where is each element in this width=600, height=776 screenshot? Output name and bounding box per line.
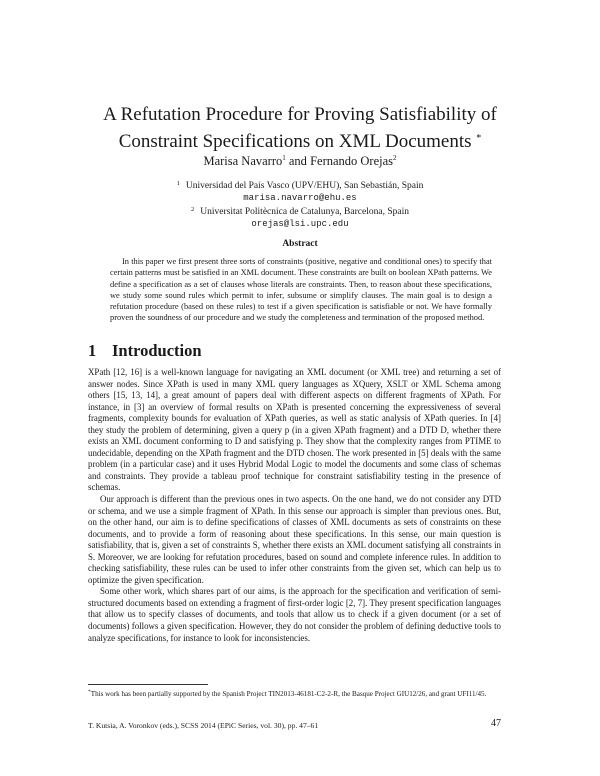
body-paragraph: Our approach is different than the previous ones in two aspects. On the one hand, we do not consider any DTD or schema, and we use a simple fragment of XPath. In this sense our approach is simpler than previous ones. But, on the other hand, our aim is to define specifications of classes of XML documents as sets of constraints on these documents, and to provide a form of reasoning about these specifications. In this sense, our main question is satisfiability, that is, given a set of constraints S, whether there exists an XML document satisfying all constraints in S. Moreover, we are looking for refutation procedures, based on sound and complete inference rules. In addition to checking satisfiability, these rules can be used to infer other constraints from the given set, which can help us to optimize the given specification. — [88, 494, 501, 585]
author-connector: and — [288, 154, 307, 168]
paper-title — [80, 103, 520, 154]
title-line-2: Constraint Specifications on XML Documents — [118, 131, 472, 152]
body-paragraph: XPath [12, 16] is a well-known language for navigating an XML document (or XML tree) and returning a set of answer nodes. Since XPath is used in many XML query languages as XQuery, XSLT or XML Schema among others [15, 13, 14], a great amount of papers deal with different aspects on different fragments of XPath. For instance, in [3] an overview of formal results on XPath is presented concerning the expressiveness of several fragments, complexity bounds for evaluation of XPath queries, as well as static analysis of XPath queries. In [4] they study the problem of determining, given a query p (in a given XPath fragment) and a DTD D, whether there exists an XML document conforming to D and satisfying p. They show that the complexity ranges from PTIME to undecidable, depending on the XPath fragment and the DTD chosen. The work presented in [5] deals with the same problem (in a particular case) and it uses Hybrid Modal Logic to model the documents and some class of schemas and constraints. They provide a tableau proof technique for constraint satisfiability testing in the presence of schemas. — [88, 367, 501, 493]
footnote-divider — [88, 684, 208, 685]
abstract-text: In this paper we first present three sorts of constraints (positive, negative and conditional ones) to specify that certain patterns must be satisfied in an XML document. These constraints are built on boolean XPath patterns. We define a specification as a set of clauses whose literals are constraints. Then, to reason about these specifications, we study some sound rules which permit to infer, subsume or simplify clauses. The main goal is to design a refutation procedure (based on these rules) to test if a given specification is satisfiable or not. We have formally proven the soundness of our procedure and we study the completeness and termination of the proposed method. — [110, 257, 492, 323]
section-heading — [88, 341, 508, 361]
affiliation-marker: 1 — [282, 154, 286, 162]
page-number: 47 — [491, 718, 501, 729]
title-line-1: A Refutation Procedure for Proving Satisfiability of — [103, 104, 497, 125]
affiliation-number: 1 — [176, 180, 180, 187]
footnote-text: This work has been partially supported by the Spanish Project TIN2013-46181-C2-2-R, the Basque Project GIU12/26, and grant UFI11/45. — [90, 690, 487, 698]
body-paragraph: Some other work, which shares part of our aims, is the approach for the specification and verification of semi-structured documents based on extending a fragment of first-order logic [2, 7]. They present specification languages that allow us to specify classes of documents, and tools that allow us to check if a given document (or a set of documents) follows a given specification. However, they do not consider the problem of defining deductive tools to analyze specifications, for instance to look for inconsistencies. — [88, 586, 501, 643]
abstract-body — [110, 256, 492, 324]
affiliation-institution: $^1$ Universidad del País Vasco (UPV/EHU), San Sebastián, Spain — [176, 180, 424, 191]
section-body — [88, 367, 501, 644]
affiliation-number: 2 — [191, 206, 195, 213]
author-name: Marisa Navarro — [203, 154, 283, 168]
footnote-marker: * — [88, 689, 91, 695]
affiliation-institution: $^2$ Universitat Politècnica de Catalunya, Barcelona, Spain — [191, 206, 409, 217]
citation-footer: T. Kutsia, A. Voronkov (eds.), SCSS 2014 (EPiC Series, vol. 30), pp. 47–61 — [88, 721, 319, 730]
author-name: Fernando Orejas — [310, 154, 394, 168]
footnote — [88, 688, 501, 700]
affiliation-email: marisa.navarro@ehu.es — [243, 192, 357, 203]
section-title: Introduction — [112, 341, 202, 360]
section-number: 1 — [88, 341, 97, 360]
author-list — [80, 154, 520, 169]
affiliation-marker: 2 — [393, 154, 397, 162]
title-footnote-marker: * — [476, 133, 482, 144]
abstract-heading: Abstract — [282, 239, 318, 249]
affiliations — [80, 178, 520, 230]
affiliation-email: orejas@lsi.upc.edu — [251, 218, 349, 229]
